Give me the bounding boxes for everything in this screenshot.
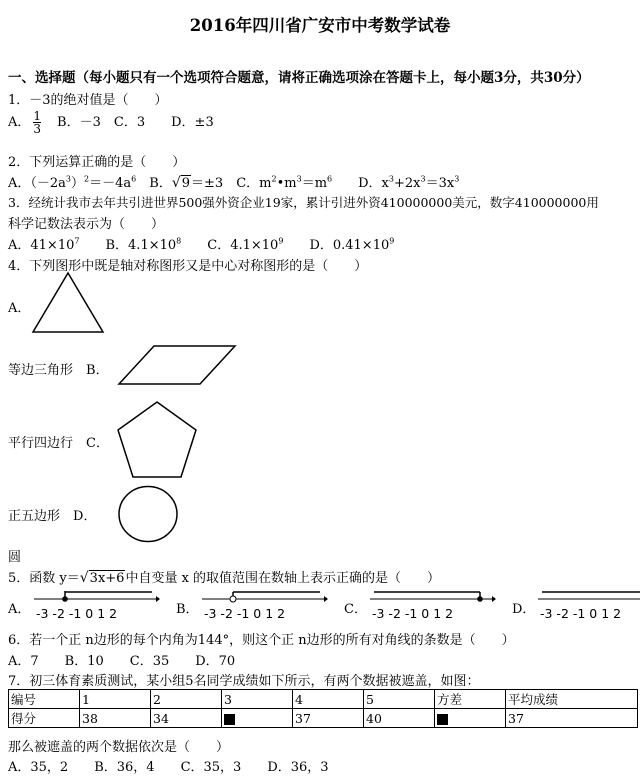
table-cell: 40 <box>364 709 435 728</box>
q5-c-ticks: -3 -2 -1 0 1 2 <box>372 606 454 621</box>
q3-a: A．$41\times 10^7$ <box>8 236 80 253</box>
q3-stem-line1: 3．经统计我市去年共引进世界500强外资企业19家，累计引进外资410000000美元，数字410000000用 <box>8 195 599 210</box>
q5-b-ticks: -3 -2 -1 0 1 2 <box>204 606 286 621</box>
table-cell: 编号 <box>9 690 80 709</box>
q1-d: D．±3 <box>171 115 214 130</box>
q5-c-axis <box>368 590 496 606</box>
cover-block <box>437 714 448 725</box>
q5-a-axis <box>32 590 160 606</box>
q2-options <box>8 172 459 191</box>
q4-d-name: 圆 <box>8 550 22 565</box>
q5-d-ticks: -3 -2 -1 0 1 2 <box>540 606 622 621</box>
q5-c-label: C． <box>344 602 367 617</box>
pentagon-figure <box>114 399 200 481</box>
page-title: 2016年四川省广安市中考数学试卷 <box>189 16 451 35</box>
parallelogram-figure <box>116 343 238 387</box>
table-cell: 5 <box>364 690 435 709</box>
q1-a-den: 3 <box>33 122 42 136</box>
table-cell: 2 <box>151 690 222 709</box>
q7-stem: 7．初三体育素质测试，某小组5名同学成绩如下所示，有两个数据被遮盖，如图： <box>8 674 480 689</box>
q4-a-label: A． <box>8 301 31 316</box>
q1-a-fraction <box>33 110 41 135</box>
q5-d-axis <box>536 590 640 606</box>
q5-d-label: D． <box>512 602 536 617</box>
covered-cell <box>222 709 293 728</box>
table-cell: 1 <box>80 690 151 709</box>
scores-table <box>8 689 638 728</box>
q3-options <box>8 234 394 253</box>
q7-options: A．35，2 B．36，4 C．35，3 D．36，3 <box>8 760 329 775</box>
table-cell: 得分 <box>9 709 80 728</box>
q4-stem: 4．下列图形中既是轴对称图形又是中心对称图形的是（ ） <box>8 259 368 274</box>
table-cell: 37 <box>506 709 638 728</box>
q2-b: B．√9＝±3 <box>149 175 224 191</box>
table-cell: 3 <box>222 690 293 709</box>
q6-options: A．7 B．10 C．35 D．70 <box>8 654 236 669</box>
triangle-figure <box>30 270 106 336</box>
table-header-row <box>9 690 638 709</box>
q1-b: B．－3 <box>57 115 101 130</box>
q2-a: A．$(-2a^3)^2=-4a^6$ <box>8 174 137 191</box>
q3-c: C．$4.1\times 10^9$ <box>207 236 284 253</box>
q5-a-ticks: -3 -2 -1 0 1 2 <box>36 606 118 621</box>
q4-c-name: 正五边形 D． <box>8 509 97 524</box>
q2-c: C．$m^2•m^3=m^6$ <box>236 174 333 191</box>
section-heading: 一、选择题（每小题只有一个选项符合题意，请将正确选项涂在答题卡上，每小题3分，共30分） <box>8 70 590 86</box>
q1-a-label: A． <box>8 115 31 130</box>
q3-stem-line2: 科学记数法表示为（ ） <box>8 217 165 232</box>
q5-b-label: B． <box>176 602 199 617</box>
q6-stem: 6．若一个正 n边形的每个内角为144°，则这个正 n边形的所有对角线的条数是（ ） <box>8 633 515 648</box>
q4-a-name: 等边三角形 B． <box>8 363 109 378</box>
q3-b: B．$4.1\times 10^8$ <box>105 236 182 253</box>
table-cell: 38 <box>80 709 151 728</box>
table-cell: 方差 <box>435 690 506 709</box>
table-row <box>9 709 638 728</box>
table-cell: 37 <box>293 709 364 728</box>
q2-d: D．$x^3+2x^3=3x^3$ <box>358 174 460 191</box>
table-cell: 34 <box>151 709 222 728</box>
q5-a-label: A． <box>8 602 31 617</box>
q7-after: 那么被遮盖的两个数据依次是（ ） <box>8 740 230 755</box>
covered-cell <box>435 709 506 728</box>
q3-d: D．$0.41\times 10^9$ <box>309 236 395 253</box>
q5-stem: 5．函数 y＝√3x+6中自变量 x 的取值范围在数轴上表示正确的是（ ） <box>8 570 441 586</box>
q1-c: C．3 <box>113 115 146 130</box>
table-cell: 平均成绩 <box>506 690 638 709</box>
q5-b-axis <box>200 590 328 606</box>
q4-b-name: 平行四边行 C． <box>8 436 109 451</box>
cover-block <box>224 714 235 725</box>
circle-figure <box>116 484 180 544</box>
table-cell: 4 <box>293 690 364 709</box>
q1-a-num: 1 <box>33 109 42 123</box>
q2-stem: 2．下列运算正确的是（ ） <box>8 155 186 170</box>
q1-stem: 1．－3的绝对值是（ ） <box>8 93 168 108</box>
q1-options <box>8 110 214 135</box>
